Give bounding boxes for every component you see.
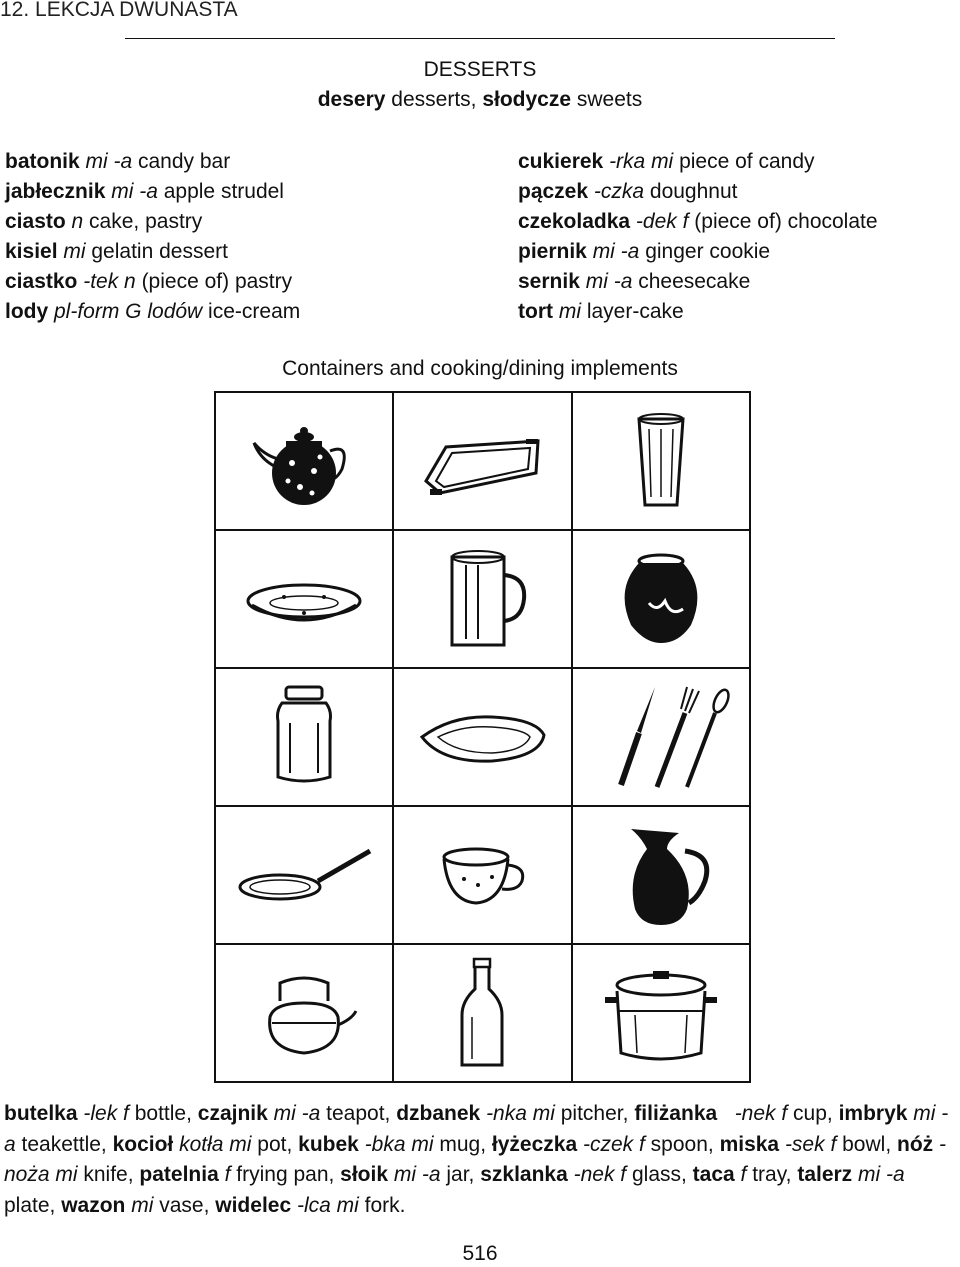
vocab-grammar: -nek f [567, 1163, 627, 1186]
vocab-word: talerz [797, 1163, 853, 1186]
term-word: kisiel [5, 240, 58, 263]
illustration-cell [393, 668, 571, 806]
term-grammar: mi -a [79, 150, 133, 173]
vocab-word: widelec [215, 1193, 292, 1217]
vocab-word: butelka [4, 1102, 78, 1125]
vocab-meaning: mug, [433, 1132, 492, 1156]
subtitle-word: desery [317, 88, 386, 111]
vocab-meaning: bottle, [128, 1102, 198, 1125]
frying-pan-icon [234, 815, 374, 935]
term-meaning: ginger cookie [639, 240, 771, 263]
term-grammar: mi [553, 300, 581, 323]
vocab-grammar: mi [125, 1193, 154, 1217]
term-meaning: candy bar [132, 150, 231, 173]
vocab-meaning: frying pan, [230, 1163, 341, 1186]
term-word: lody [5, 300, 49, 323]
vocab-grammar: -nek f [717, 1102, 788, 1125]
term-word: sernik [518, 270, 580, 293]
page-title: DESSERTS [423, 58, 537, 81]
term-line [518, 147, 878, 177]
vocab-meaning: spoon, [644, 1132, 720, 1156]
teakettle-icon [234, 953, 374, 1073]
term-meaning: layer-cake [581, 300, 684, 323]
subtitle-word: słodycze [482, 88, 572, 111]
term-line [5, 177, 300, 207]
vocab-word: dzbanek [396, 1102, 481, 1125]
vocab-meaning: glass, [626, 1163, 693, 1186]
section-heading: Containers and cooking/dining implements [282, 357, 678, 380]
term-meaning: gelatin dessert [85, 240, 228, 263]
header-rule [125, 38, 835, 39]
vocab-grammar: -sek f [779, 1132, 837, 1156]
vocab-word: filiżanka [634, 1102, 718, 1125]
vocab-meaning: plate, [4, 1193, 62, 1217]
vocab-meaning: vase, [153, 1193, 216, 1217]
vocab-word: patelnia [139, 1163, 219, 1186]
tray-icon [412, 401, 552, 521]
term-word: tort [518, 300, 553, 323]
illustration-cell [393, 392, 571, 530]
term-grammar: mi -a [586, 240, 640, 263]
vocab-meaning: bowl, [836, 1132, 897, 1156]
vocab-meaning: pot, [251, 1132, 299, 1156]
vocab-word: kocioł [112, 1132, 174, 1156]
plate-icon [412, 677, 552, 797]
term-line [5, 267, 300, 297]
vocab-word: wazon [61, 1193, 126, 1217]
term-meaning: ice-cream [202, 300, 301, 323]
term-meaning: cake, pastry [83, 210, 203, 233]
vocab-word: szklanka [480, 1163, 568, 1186]
vocab-meaning: tray, [746, 1163, 798, 1186]
term-grammar: -rka mi [603, 150, 674, 173]
page-number: 516 [462, 1242, 498, 1265]
cutlery-icon [591, 677, 731, 797]
jar-icon [234, 677, 374, 797]
implements-vocabulary [4, 1099, 958, 1221]
term-line [5, 207, 300, 237]
term-word: pączek [518, 180, 589, 203]
term-meaning: piece of candy [673, 150, 815, 173]
term-line [518, 237, 878, 267]
term-grammar: mi -a [579, 270, 633, 293]
pot-icon [591, 953, 731, 1073]
term-word: batonik [5, 150, 80, 173]
term-line [5, 237, 300, 267]
illustration-cell [215, 806, 393, 944]
illustration-cell [393, 806, 571, 944]
vocab-word: imbryk [838, 1102, 908, 1125]
term-grammar: mi -a [105, 180, 158, 203]
vocab-grammar: mi -a [852, 1163, 905, 1186]
term-word: piernik [518, 240, 587, 263]
vocab-grammar: -czek f [577, 1132, 645, 1156]
illustration-cell [572, 392, 750, 530]
term-meaning: (piece of) pastry [135, 270, 293, 293]
vocab-grammar: mi -a [4, 1102, 949, 1156]
term-meaning: (piece of) chocolate [688, 210, 878, 233]
illustration-cell [572, 668, 750, 806]
vocab-meaning: cup, [787, 1102, 839, 1125]
term-meaning: cheesecake [632, 270, 751, 293]
dessert-list-right [518, 147, 878, 327]
illustration-cell [393, 530, 571, 668]
glass-icon [591, 401, 731, 521]
subtitle-gloss: sweets [571, 88, 643, 111]
vocab-word: taca [692, 1163, 735, 1186]
term-grammar: pl-form G lodów [48, 300, 203, 323]
term-line [518, 177, 878, 207]
illustration-cell [215, 530, 393, 668]
term-word: cukierek [518, 150, 604, 173]
vocab-grammar: -nka mi [480, 1102, 555, 1125]
vocab-word: kubek [298, 1132, 359, 1156]
term-grammar: -dek f [630, 210, 689, 233]
vocab-word: nóż [897, 1132, 934, 1156]
vocab-grammar: f [734, 1163, 747, 1186]
vocab-meaning: knife, [77, 1163, 140, 1186]
vocab-grammar: mi -a [267, 1102, 321, 1125]
term-line [5, 297, 300, 327]
illustration-cell [215, 944, 393, 1082]
cup-icon [412, 815, 552, 935]
illustration-cell [215, 392, 393, 530]
teapot-icon [234, 401, 374, 521]
vocab-word: czajnik [197, 1102, 268, 1125]
vocab-meaning: fork. [358, 1193, 406, 1217]
term-grammar: -tek n [77, 270, 136, 293]
term-line [518, 207, 878, 237]
illustration-cell [572, 806, 750, 944]
illustration-grid [214, 391, 751, 1083]
illustration-cell [393, 944, 571, 1082]
page-subtitle [0, 88, 960, 112]
term-meaning: apple strudel [157, 180, 284, 203]
term-word: czekoladka [518, 210, 631, 233]
illustration-cell [572, 944, 750, 1082]
bowl-icon [234, 539, 374, 659]
vocab-meaning: teapot, [320, 1102, 397, 1125]
vocab-grammar: -lca mi [291, 1193, 359, 1217]
term-line [5, 147, 300, 177]
term-word: ciasto [5, 210, 66, 233]
vocab-grammar: -noża mi [4, 1132, 946, 1186]
vocab-grammar: mi -a [388, 1163, 441, 1186]
term-grammar: n [65, 210, 84, 233]
vase-icon [591, 539, 731, 659]
vocab-grammar: -bka mi [358, 1132, 434, 1156]
vocab-grammar: -lek f [77, 1102, 129, 1125]
term-line [518, 297, 878, 327]
vocab-word: łyżeczka [491, 1132, 578, 1156]
illustration-cell [572, 530, 750, 668]
vocab-grammar: kotła mi [173, 1132, 252, 1156]
vocab-word: miska [719, 1132, 780, 1156]
bottle-icon [412, 953, 552, 1073]
term-word: ciastko [5, 270, 78, 293]
subtitle-gloss: desserts, [385, 88, 483, 111]
pitcher-icon [591, 815, 731, 935]
term-grammar: -czka [588, 180, 645, 203]
vocab-grammar: f [218, 1163, 231, 1186]
term-grammar: mi [57, 240, 86, 263]
term-meaning: doughnut [644, 180, 738, 203]
vocab-word: słoik [340, 1163, 389, 1186]
vocab-meaning: jar, [440, 1163, 481, 1186]
chapter-header: 12. LEKCJA DWUNASTA [0, 0, 238, 21]
illustration-cell [215, 668, 393, 806]
dessert-list-left [5, 147, 300, 327]
mug-icon [412, 539, 552, 659]
vocab-meaning: pitcher, [554, 1102, 635, 1125]
term-word: jabłecznik [5, 180, 106, 203]
term-line [518, 267, 878, 297]
vocab-meaning: teakettle, [15, 1132, 113, 1156]
